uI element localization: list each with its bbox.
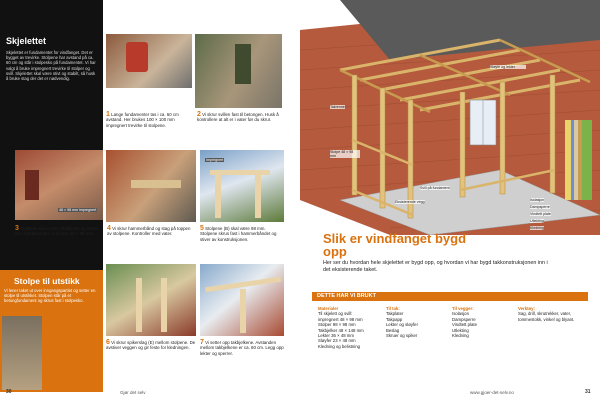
wall-layers: [565, 120, 592, 200]
materials-col-title: Verktøy:: [518, 306, 535, 311]
step-caption-3: [15, 226, 103, 237]
footer-url: www.gjoer-det-selv.no: [470, 390, 514, 395]
structure-diagram: [300, 0, 600, 235]
step-number: 4: [107, 225, 111, 232]
materials-line: Isolasjon: [452, 311, 469, 317]
photo-step-4: [106, 150, 196, 222]
materials-col-4: [518, 306, 586, 322]
materials-col-3: [452, 306, 514, 338]
materials-col-title: Til vegger:: [452, 306, 474, 311]
photo-step-1: [106, 34, 192, 88]
step-text: Vi skrur spikerslag (E) mellom stolpene. De avstiver veggen og gir feste for kledningen.: [106, 340, 196, 351]
step-text: Vi setter opp takbjelkene. Avstanden mellom takbjelkene er ca. 60 cm. Legg opp lekter og sperrer.: [200, 340, 284, 356]
photo-step-6: [106, 264, 196, 336]
section-body: Skjelettet er fundamentet for vindfanget. Det er bygget av trevirke. Stolpene har avstand på ca. 60 cm og står i stolpesko på fundamentet. Vi har valgt å bruke impregnert trevirke til stolper og svill. Skjelettet skal være stivt og stabilt, så husk å bruke stag der det er nødvendig.: [6, 50, 96, 82]
tip-heading: Stolpe til utstikk: [14, 276, 80, 286]
step-number: 6: [106, 339, 110, 346]
label-insulation: Isolasjon: [530, 198, 545, 202]
label-vapor: Dampsperre: [530, 205, 550, 209]
materials-line: Takpapp: [386, 316, 403, 322]
label-post: Stolpe 48 × 98 mm: [330, 150, 360, 158]
headline: Slik er vindfanget bygd opp: [323, 231, 467, 259]
label-cladding: Kledning: [530, 226, 544, 230]
label-roof-top: Sløyfe og lekter: [490, 65, 526, 69]
materials-line: Utlekting: [452, 327, 469, 333]
materials-line: Sløyfer 23 × 48 mm: [318, 338, 356, 344]
materials-bar: [312, 292, 588, 301]
step-caption-4: [107, 226, 195, 237]
step-number: 1: [106, 111, 110, 118]
step-text: Stolpene (B) skal være 98 mm. Stolpene skrus fast i hammerbåndet og stiver av konstruksjonen.: [200, 226, 277, 242]
step-text: Stolpene skrus fast i stolpesko og settes inn i fundamentet. Vi bruker 48 × 98 mm.: [15, 226, 99, 237]
step-caption-5: [200, 226, 284, 242]
label-board: Vindtett plate: [530, 212, 551, 216]
materials-col-1: [318, 306, 382, 349]
step-number: 5: [200, 225, 204, 232]
step-caption-7: [200, 340, 284, 356]
step-caption-6: [106, 340, 196, 351]
tip-photo: [2, 316, 42, 390]
materials-line: Takbjelker 48 × 148 mm: [318, 327, 364, 333]
materials-line: impregnert 48 × 98 mm: [318, 316, 363, 322]
materials-line: Kledning og belistning: [318, 343, 361, 349]
materials-col-2: [386, 306, 448, 338]
footer-magazine: Gjør det selv: [120, 390, 146, 395]
step-caption-2: [197, 112, 283, 123]
label-lath: Utlekting: [530, 219, 544, 223]
materials-col-title: Materialer: [318, 306, 339, 311]
photo-tag-2: Impregnert: [206, 158, 224, 162]
step-text: Vi skrur hammerbånd og stag på toppen av stolpene. Kontroller med vater.: [107, 226, 191, 237]
step-number: 7: [200, 339, 204, 346]
materials-bar-title: DETTE HAR VI BRUKT: [317, 293, 376, 299]
materials-line: Vindtett plate: [452, 322, 478, 328]
materials-line: Til skjelett og svill:: [318, 311, 353, 317]
tip-box: [0, 270, 103, 392]
materials-line: Sag, drill, skrutrekker, vater, tommestokk, vinkel og blyant.: [518, 311, 575, 322]
step-number: 3: [15, 225, 19, 232]
photo-tag-1: 48 × 98 mm impregnert: [59, 208, 97, 212]
label-sill: Svill på fundament: [420, 186, 450, 190]
label-wall: Eksisterende vegg: [395, 200, 425, 204]
materials-line: Lekter og sløyfer: [386, 322, 419, 328]
right-page-number: 31: [585, 389, 591, 395]
step-text: Lange fundamenter tas i ca. 60 cm avstand. Her brukes 100 × 100 mm impregnert trevirke til stolpene.: [106, 112, 179, 128]
step-text: Vi skrur svillen fast til betongen. Husk å kontrollere at alt er i vater før du skrur.: [197, 112, 279, 123]
tip-body: Vi lener taket ut over inngangspartiet og setter en stolpe til utstikket. Stolpen står på et betongfundament og skrus fast i stolpesko.: [4, 288, 96, 304]
materials-line: Beslag: [386, 327, 400, 333]
step-number: 2: [197, 111, 201, 118]
materials-line: Skruer og spiker: [386, 333, 418, 339]
photo-step-7: [200, 264, 284, 336]
section-heading: Skjelettet: [6, 36, 47, 46]
step-caption-1: [106, 112, 192, 128]
materials-line: Dampsperre: [452, 316, 476, 322]
subhead: Her ser du hvordan hele skjelettet er bygd opp, og hvordan vi har bygd takkonstruksjonen inn i det eksisterende taket.: [323, 260, 548, 273]
materials-line: Takplater: [386, 311, 404, 317]
materials-line: Lekter 36 × 48 mm: [318, 333, 354, 339]
photo-step-2: [195, 34, 282, 108]
label-gutter: Takrenne: [330, 105, 345, 109]
materials-col-title: Til tak:: [386, 306, 400, 311]
materials-line: Stolper 98 × 98 mm: [318, 322, 356, 328]
materials-line: Kledning: [452, 333, 469, 339]
left-page-number: 30: [6, 389, 12, 395]
